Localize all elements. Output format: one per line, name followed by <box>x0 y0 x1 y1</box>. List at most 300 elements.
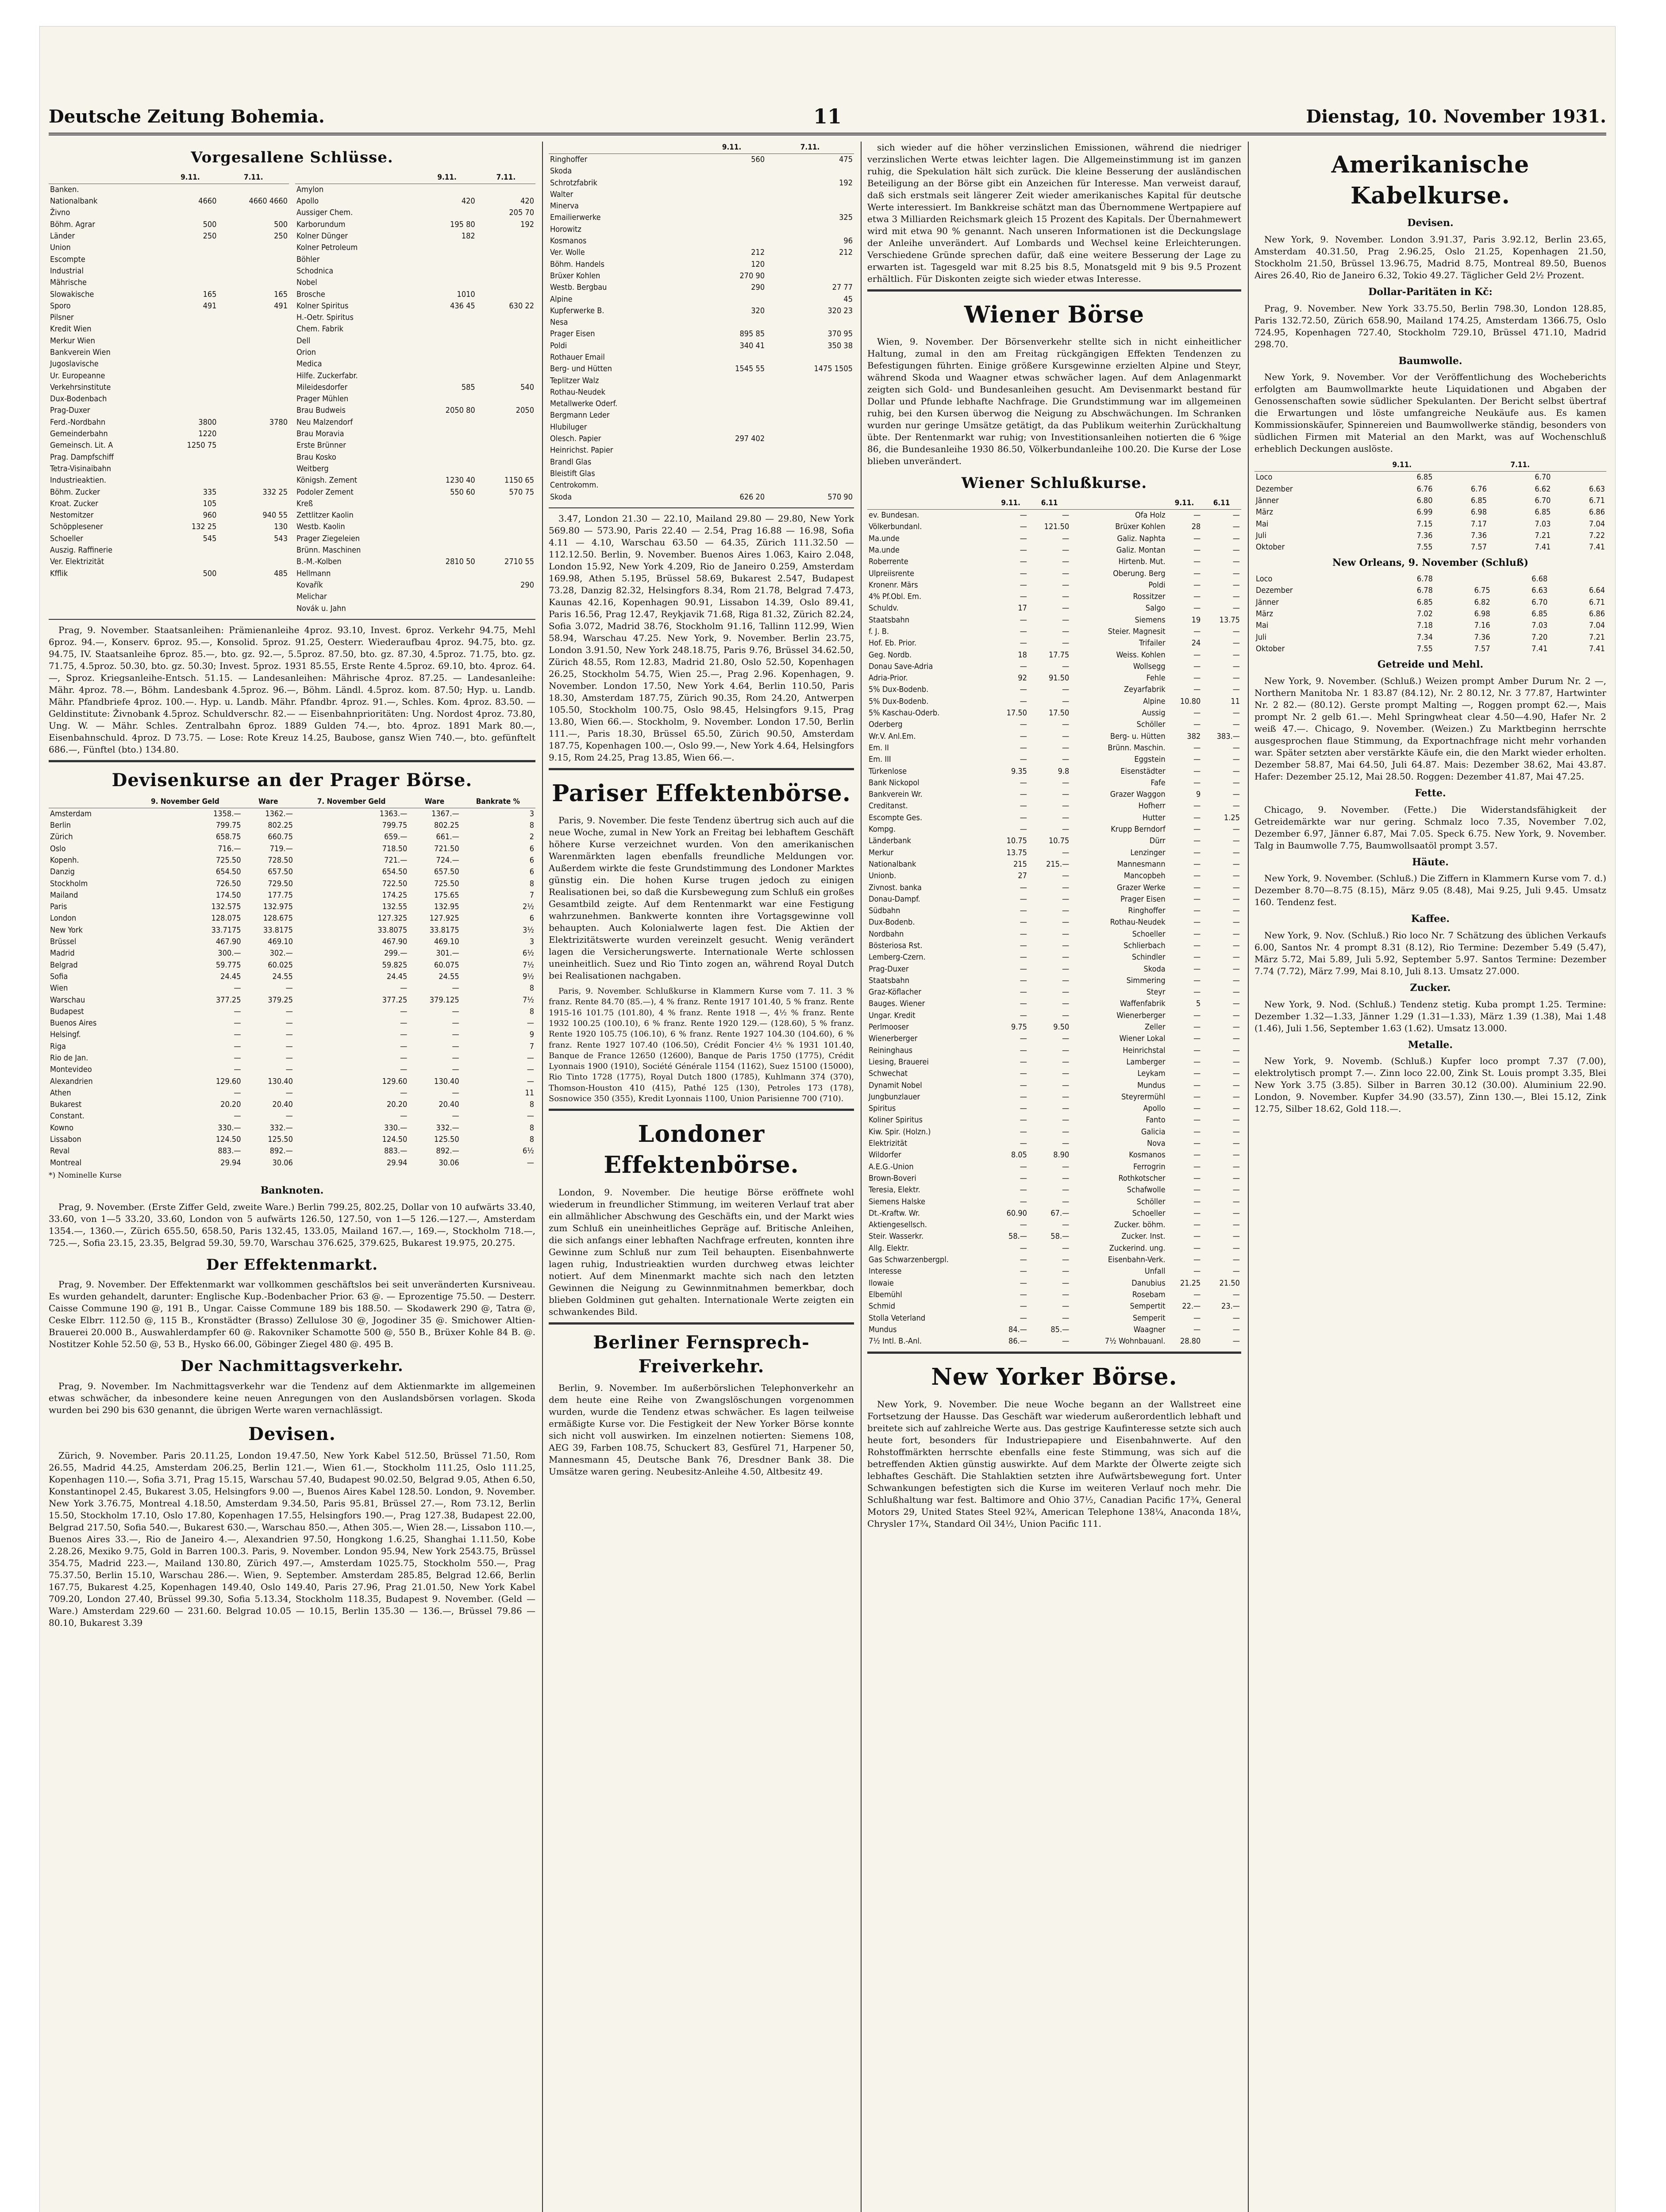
row-value: — <box>285 1088 293 1098</box>
quote-row <box>295 300 535 312</box>
row-label: Verkehrsinstitute <box>50 382 111 392</box>
row-label: London <box>50 914 77 923</box>
row-value: — <box>234 1088 241 1098</box>
row-value: 17.50 <box>1006 708 1027 718</box>
row-label: Aktiengesellsch. <box>869 1220 927 1230</box>
row-label: Kopenh. <box>50 855 79 865</box>
row-value: — <box>1062 755 1070 764</box>
row-label: Oslo <box>50 844 66 853</box>
row-value <box>162 184 218 196</box>
orleans-row <box>1254 585 1606 596</box>
column-header <box>1254 459 1370 471</box>
row-value: 127.925 <box>429 914 459 923</box>
wiener-row <box>867 835 1241 847</box>
row-value: — <box>1020 929 1027 939</box>
row-value: 10.75 <box>1006 836 1027 846</box>
row-value: Oberung. Berg <box>1113 568 1166 578</box>
quote-row <box>295 487 535 498</box>
row-value <box>697 212 766 223</box>
row-value: — <box>1193 975 1201 985</box>
row-value: 3 <box>529 809 534 818</box>
quote-row <box>295 417 535 428</box>
row-value <box>766 189 854 200</box>
row-value: — <box>1232 557 1240 567</box>
row-value: 630 22 <box>509 301 534 311</box>
row-value: 654.50 <box>215 867 241 877</box>
row-value <box>766 422 854 433</box>
row-value: Rossitzer <box>1133 592 1166 602</box>
column-header: 9.11. <box>1370 459 1434 471</box>
row-value: 85.— <box>1050 1325 1070 1334</box>
devisen-text: Zürich, 9. November. Paris 20.11.25, London 19.47.50, New York Kabel 512.50, Brüssel 71.50, Rom 26.55, Madrid 44.25, Amsterdam 206.25, Berlin 121.—, Wien 61.—, Stockholm 111.25, Oslo 111.25, Kopenhagen 110.—, Sofia 3.71, Prag 15.15, Warschau 57.40, Budapest 90.02.50, Belgrad 9.05, Athen 6.50, Konstantinopel 2.45, Bukarest 3.05, Helsingfors 9.00 —, Buenos Aires Kabel 128.50. London, 9. November. New York 3.76.75, Montreal 4.18.50, Amsterdam 9.34.50, Paris 95.81, Brüssel 27.—, Rom 73.12, Berlin 15.50, Stockholm 17.10, Oslo 17.80, Kopenhagen 17.55, Helsingfors 190.—, Prag 127.38, Budapest 22.00, Belgrad 217.50, Sofia 540.—, Bukarest 630.—, Warschau 850.—, Athen 305.—, Wien 28.—, Lissabon 110.—, Buenos Aires 33.—, Rio de Janeiro 4.—, Alexandrien 97.50, Hongkong 1.6.25, Shanghai 1.11.50, Kobe 2.28.26, Mexiko 9.75, Gold in Barren 100.3. Paris, 9. November. London 95.94, New York 2543.75, Brüssel 354.75, Madrid 223.—, Mailand 130.80, Zürich 497.—, Amsterdam 1025.75, Stockholm 550.—, Prag 75.37.50, Berlin 15.10, Warschau 286.—. Wien, 9. September. Amsterdam 285.85, Belgrad 12.66, Berlin 167.75, Bukarest 4.25, Kopenhagen 149.40, Oslo 149.40, Paris 27.96, Prag 21.01.50, New York Kabel 709.20, London 27.40, Brüssel 99.30, Sofia 5.13.34, Stockholm 118.35, Budapest 9. November. (Geld — Ware.) Amsterdam 229.60 — 231.60. Belgrad 10.05 — 10.15, Berlin 135.30 — 136.—, Brüssel 79.86 — 80.10, Bukarest 3.39 <box>49 1450 535 1628</box>
wiener-row <box>867 1266 1241 1277</box>
row-value <box>477 335 535 347</box>
row-value <box>417 417 476 428</box>
row-label: Nationalbank <box>50 196 98 206</box>
row-label: Oderberg <box>869 720 903 730</box>
row-label: 5% Kaschau-Oderb. <box>869 708 940 718</box>
row-value: — <box>400 1041 408 1051</box>
devisen-continued-text: 3.47, London 21.30 — 22.10, Mailand 29.80 — 29.80, New York 569.80 — 573.90, Paris 22.40 — 2.54, Prag 16.88 — 16.98, Sofia 4.11 — 4.10, Warschau 63.50 — 64.35, Zürich 111.32.50 — 112.12.50. Berlin, 9. November. Buenos Aires 1.063, Kairo 2.048, London 15.92, New York 4.209, Rio de Janeiro 0.259, Amsterdam 169.98, Athen 5.195, Brüssel 58.69, Bukarest 2.547, Budapest 73.28, Danzig 82.32, Helsingfors 8.34, Rom 21.78, Belgrad 7.473, Kaunas 42.16, Kopenhagen 90.91, Lissabon 14.39, Oslo 89.41, Paris 16.56, Prag 12.47, Reykjavik 71.68, Riga 81.32, Zürich 82.24, Sofia 3.072, Madrid 38.76, Stockholm 91.16, Tallinn 112.99, Wien 58.94, Warschau 47.25. New York, 9. November. Berlin 23.75, London 3.91.50, New York 248.18.75, Paris 9.76, Brüssel 34.62.50, Zürich 48.55, Rom 12.83, Madrid 21.80, Oslo 52.50, Kopenhagen 26.25, Stockholm 54.75, Wien 25.—, Prag 2.96. Kopenhagen, 9. November. London 17.50, New York 4.64, Berlin 110.50, Paris 18.30, Amsterdam 187.75, Zürich 90.35, Rom 24.20, Antwerpen 105.50, Stockholm 100.75, Oslo 98.45, Helsingfors 9.15, Prag 13.80, Wien 66.—. Stockholm, 9. November. London 17.50, Berlin 111.—, Paris 18.30, Brüssel 65.50, Zürich 90.50, Amsterdam 187.75, Kopenhagen 100.—, Oslo 99.—, New York 4.64, Helsingfors 9.15, Rom 24.25, Prag 13.85, Wien 66.—. <box>549 513 854 763</box>
column-header <box>1552 459 1606 471</box>
row-value: — <box>527 1065 534 1075</box>
row-value: — <box>1020 778 1027 787</box>
wiener-row <box>867 905 1241 917</box>
row-label: Jungbunzlauer <box>869 1092 920 1102</box>
row-label: Brau Budweis <box>296 406 346 415</box>
row-value: — <box>527 1158 534 1167</box>
row-value: — <box>1193 778 1201 787</box>
row-value: 560 <box>751 154 765 164</box>
row-value <box>697 445 766 456</box>
row-value: — <box>1020 883 1027 892</box>
row-value: 215 <box>1013 859 1027 869</box>
row-value: — <box>1193 848 1201 857</box>
row-value: 7.02 <box>1416 609 1433 619</box>
row-label: Nestomitzer <box>50 511 94 520</box>
row-label: New York <box>50 925 83 935</box>
row-value: — <box>1232 534 1240 543</box>
row-value: 60.90 <box>1006 1208 1027 1218</box>
quote-row <box>549 305 854 317</box>
row-label: Madrid <box>50 949 75 958</box>
row-value: 6.78 <box>1416 574 1433 584</box>
row-value: — <box>527 1111 534 1121</box>
devisen-row <box>49 1157 535 1169</box>
row-value: 6.64 <box>1589 586 1605 595</box>
row-value: 654.50 <box>382 867 408 877</box>
wiener-row <box>867 1149 1241 1161</box>
row-label: Unionb. <box>869 871 896 881</box>
row-value: 7.36 <box>1470 530 1487 540</box>
row-value: 729.50 <box>268 879 293 888</box>
row-value <box>766 224 854 235</box>
row-value <box>218 428 289 440</box>
row-value <box>477 452 535 463</box>
row-value: — <box>1020 557 1027 567</box>
devisen-row <box>49 1076 535 1087</box>
row-label: Hlubiluger <box>550 422 587 432</box>
row-value: — <box>1020 661 1027 671</box>
row-value: — <box>1062 1290 1070 1299</box>
row-value: 332.— <box>436 1123 459 1133</box>
column-header: Ware <box>242 796 294 808</box>
row-value <box>697 294 766 305</box>
wiener-row <box>867 800 1241 812</box>
row-label: Poldi <box>550 341 567 350</box>
row-label: Montreal <box>50 1158 82 1167</box>
row-value: Schindler <box>1132 952 1166 962</box>
row-value: 105 <box>203 499 217 508</box>
row-value <box>162 358 218 370</box>
wiener-row <box>867 1173 1241 1184</box>
row-label: Escompte <box>50 254 85 264</box>
row-label: Mileidesdorfer <box>296 382 348 392</box>
row-value <box>417 184 476 196</box>
row-value: 6 <box>529 855 534 865</box>
wiener-row <box>867 568 1241 580</box>
wiener-row <box>867 580 1241 591</box>
quote-row <box>549 235 854 247</box>
row-value: 177.75 <box>268 890 293 900</box>
row-value: Brünn. Maschin. <box>1108 743 1166 753</box>
row-value: 550 60 <box>450 487 475 497</box>
row-value: 212 <box>751 248 765 257</box>
row-value: Hofherr <box>1138 801 1166 811</box>
row-value: Schoeller <box>1132 929 1166 939</box>
quote-row <box>49 382 289 393</box>
row-value: — <box>1232 999 1240 1009</box>
devisen-row <box>49 1134 535 1145</box>
devisen-row <box>49 1041 535 1052</box>
banknoten-text: Prag, 9. November. (Erste Ziffer Geld, zweite Ware.) Berlin 799.25, 802.25, Dollar von 10 aufwärts 33.40, 33.60, von 1—5 33.20, 33.60, London von 5 aufwärts 126.50, 127.50, von 1—5 126.—127.—, Amsterdam 1354.—, 1360.—, Zürich 655.50, 658.50, Paris 132.45, 133.05, Mailand 167.—, 169.—, Stockholm 718.—, 725.—, Sofia 23.15, 23.35, Belgrad 59.30, 59.70, Warschau 376.625, 379.625, Bukarest 19.975, 20.275. <box>49 1201 535 1248</box>
row-value <box>766 468 854 480</box>
baumwolle-table <box>1254 459 1606 553</box>
row-value: 20.40 <box>272 1100 293 1110</box>
row-label: Brüxer Kohlen <box>550 271 600 280</box>
row-value: Rothau-Neudek <box>1110 918 1166 927</box>
row-value: — <box>1193 1208 1201 1218</box>
row-label: Staatsbahn <box>869 615 909 625</box>
row-label: Nationalbank <box>869 859 916 869</box>
row-value: — <box>1062 1162 1070 1171</box>
row-value <box>697 410 766 421</box>
baumwolle-row <box>1254 530 1606 541</box>
row-label: Alexandrien <box>50 1076 93 1086</box>
row-value: 320 23 <box>827 306 853 315</box>
zucker-subhead: Zucker. <box>1410 982 1451 994</box>
row-value <box>162 277 218 288</box>
row-value: — <box>1020 1080 1027 1090</box>
row-value <box>477 277 535 288</box>
row-value: — <box>1020 1034 1027 1044</box>
column-header: 6.11 <box>1202 497 1241 509</box>
row-value: — <box>1020 790 1027 799</box>
orleans-row <box>1254 632 1606 643</box>
row-value: — <box>1232 848 1240 857</box>
row-value: — <box>1062 743 1070 753</box>
row-value <box>218 265 289 277</box>
row-value: Galiz. Montan <box>1116 545 1166 555</box>
row-value: — <box>1232 755 1240 764</box>
row-value <box>697 422 766 433</box>
row-value: 10.75 <box>1048 836 1070 846</box>
row-value: — <box>1020 685 1027 695</box>
row-value: — <box>1062 871 1070 881</box>
row-value: 330.— <box>218 1123 241 1133</box>
row-value: 24.45 <box>386 972 408 981</box>
row-value: 165 <box>203 289 217 299</box>
row-value: — <box>1062 731 1070 741</box>
section-title-pariser: Pariser Effektenbörse. <box>552 780 851 807</box>
schluesse-table-right: 9.11. 7.11. Ringhoffer 560 475 Skoda Schrotzfabrik 192 Walter Minerva Emailierwerke 325 Horowitz Kosmanos 96 Ver. Wolle 212 212 Böhm. Handels 120 Brüxer Kohlen 270 90 Westb. Bergbau 290 27 77 Alpine 45 Kupferwerke B. 320 320 23 Nesa Prager Eisen 895 85 370 95 Poldi 340 41 350 38 Rothauer Email Berg- und Hütten 1545 55 1475 1505 Teplitzer Walz Rothau-Neudek Metallwerke Oderf. Bergmann Leder Hlubiluger Olesch. Papier 297 402 Heinrichst. Papier Brandl Glas Bleistift Glas Centrokomm. Skoda 626 20 570 90 <box>549 142 854 503</box>
row-value: 290 <box>520 580 534 590</box>
wiener-row <box>867 1138 1241 1149</box>
row-value: 660.75 <box>268 832 293 842</box>
row-value: — <box>1020 545 1027 555</box>
ny-devisen-text: New York, 9. November. London 3.91.37, Paris 3.92.12, Berlin 23.65, Amsterdam 40.31.50, Prag 2.96.25, Oslo 21.25, Kopenhagen 21.50, Stockholm 21.50, Brüssel 13.96.75, Madrid 8.75, Montreal 89.50, Buenos Aires 26.40, Rio de Janeiro 6.32, Tokio 49.27. Täglicher Geld 2½ Prozent. <box>1254 234 1606 281</box>
row-value: 1.25 <box>1224 813 1240 822</box>
row-value: 1367.— <box>431 809 459 818</box>
row-label: Slowakische <box>50 289 94 299</box>
row-value: — <box>1020 918 1027 927</box>
row-label: Stockholm <box>50 879 88 888</box>
row-value <box>477 533 535 545</box>
row-label: Danzig <box>50 867 75 877</box>
row-value: — <box>1062 975 1070 985</box>
row-label: Kosmanos <box>550 236 587 246</box>
row-value <box>162 254 218 265</box>
column-header <box>1434 459 1489 471</box>
row-value: Fehle <box>1146 673 1166 683</box>
row-label: Budapest <box>50 1006 84 1016</box>
quote-row <box>49 393 289 405</box>
row-value: — <box>1193 1104 1201 1114</box>
row-value: Trifailer <box>1139 638 1166 648</box>
row-value: — <box>1193 964 1201 974</box>
row-value: 11 <box>1231 696 1240 706</box>
row-value: Mundus <box>1137 1080 1166 1090</box>
row-value: — <box>1193 1313 1201 1323</box>
quote-row <box>295 207 535 219</box>
row-value: — <box>1020 592 1027 602</box>
quote-row <box>549 352 854 363</box>
row-value <box>477 428 535 440</box>
row-value <box>218 347 289 358</box>
quote-row <box>295 568 535 580</box>
row-value: Berg- u. Hütten <box>1110 731 1166 741</box>
wiener-row <box>867 894 1241 905</box>
wiener-row <box>867 859 1241 870</box>
row-value: 570 90 <box>827 492 853 502</box>
row-value <box>766 398 854 410</box>
staatsanleihen-text: Prag, 9. November. Staatsanleihen: Prämienanleihe 4proz. 93.10, Invest. 6proz. Verkehr 94.75, Mehl 6proz. 94.—, Konserv. 6proz. 95.—, Konsolid. 5proz. 91.25, Oesterr. Wiederaufbau 4proz. 94.75, bto. gz. 94.75, IV. Staatsanleihe 6proz. 85.—, bto. gz. 92.—, 5.5proz. 87.50, bto. gz. 87.30, 4.5proz. 71.75, bto. gz. 71.75, 4.5proz. 50.30, bto. gz. 50.30; Invest. 5proz. 1931 85.55, Erste Rente 4.5proz. 69.10, bto. 4proz. 64.—, Sproz. Kriegsanleihe-Entsch. 51.15. — Landesanleihen: Mährische 4proz. 87.25. — Landesanleihe: Mähr. 4proz. 78.—, Böhm. Landesbank 4.5proz. 96.—, Böhm. Ländl. 4.5proz. kom. 87.50; Hyp. u. Landb. Mähr. Pfandbriefe 4proz. 100.—. Hyp. u. Landb. Mähr. Pfandbr. 4proz. 91.—, Schles. Kom. 4proz. 83.50. — Geldinstitute: Živnobank 4.5proz. Schuldverschr. 82.— — Eisenbahnprioritäten: Ung. Nordost 4proz. 73.80, Ung. W. — Mähr. Schles. Zentralbahn 6proz. 1889 Gulden 74.—, bto. 4proz. 1891 Mark 80.—, Eisenbahnschuld. 4proz. D 73.75. — Lose: Rote Kreuz 14.25, Baubose, gansz Wien 740.—, bto. gefünftelt 686.—, Fünftel (bto.) 134.80. <box>49 624 535 755</box>
wiener-row <box>867 533 1241 545</box>
row-value: Schöller <box>1136 720 1166 730</box>
wiener-row <box>867 672 1241 684</box>
row-value: — <box>1193 673 1201 683</box>
quote-row <box>549 247 854 258</box>
row-value: 7.41 <box>1531 644 1548 653</box>
wiener-row <box>867 684 1241 695</box>
row-value: Rosebam <box>1132 1290 1166 1299</box>
row-label: Juli <box>1256 632 1267 642</box>
row-value: 18 <box>1018 650 1027 660</box>
row-value <box>697 387 766 398</box>
row-value: 6.86 <box>1589 507 1605 517</box>
row-value: — <box>1232 1080 1240 1090</box>
section-title-amerikanische: Amerikanische Kabelkurse. <box>1331 151 1530 210</box>
row-value <box>417 510 476 521</box>
row-value: Hutter <box>1142 813 1166 822</box>
quote-row <box>49 289 289 300</box>
devisen-row <box>49 983 535 994</box>
schluesse-table-left: 9.11. 7.11. Banken. Nationalbank 4660 4660 4660 Živno Böhm. Agrar 500 500 Länder 250 250 Union Escompte Industrial Mährische Slowakische 165 165 Sporo 491 491 Pilsner Kredit Wien Merkur Wien Bankverein Wien Jugoslavische Ur. Europeanne Verkehrsinstitute Dux-Bodenbach Prag-Duxer Ferd.-Nordbahn 3800 3780 Gemeinderbahn 1220 Gemeinsch. Lit. A 1250 75 Prag. Dampfschiff Tetra-Visinaibahn Industrieaktien. Böhm. Zucker 335 332 25 Kroat. Zucker 105 Nestomitzer 960 940 55 Schöpplesener 132 25 130 Schoeller 545 543 Auszig. Raffinerie Ver. Elektrizität Kfflik 500 485 <box>49 172 289 580</box>
row-value: 59.825 <box>382 960 408 970</box>
row-value <box>697 317 766 328</box>
row-label: Kowno <box>50 1123 74 1133</box>
row-value: 24 <box>1191 638 1201 648</box>
row-label: Dezember <box>1256 484 1293 494</box>
row-value: Schöller <box>1136 1197 1166 1206</box>
row-value: — <box>1232 790 1240 799</box>
row-value <box>766 457 854 468</box>
row-value: 467.90 <box>215 937 241 947</box>
row-value <box>162 312 218 323</box>
row-label: Apollo <box>296 196 319 206</box>
row-value: — <box>1193 1139 1201 1148</box>
row-value: 500 <box>203 568 217 578</box>
wiener-row <box>867 1301 1241 1312</box>
row-value: 585 <box>461 382 475 392</box>
row-label: Amylon <box>296 184 324 194</box>
row-value: — <box>1193 755 1201 764</box>
row-value: 725.50 <box>215 855 241 865</box>
row-value: 7.36 <box>1474 632 1490 642</box>
row-value: 8 <box>529 1006 534 1016</box>
row-value: 192 <box>839 178 853 188</box>
row-value: 132 25 <box>191 522 217 532</box>
row-label: Heinrichst. Papier <box>550 445 613 455</box>
column-4 <box>1254 142 1606 2212</box>
row-value: 6.68 <box>1531 574 1548 584</box>
quote-row <box>295 452 535 463</box>
row-value: 7.57 <box>1470 542 1487 552</box>
row-value <box>477 358 535 370</box>
wiener-row <box>867 929 1241 940</box>
row-value: — <box>1193 894 1201 904</box>
quote-row <box>49 242 289 253</box>
row-value: — <box>1020 1045 1027 1055</box>
row-value: — <box>1193 1034 1201 1044</box>
row-label: März <box>1256 609 1274 619</box>
row-label: Böhm. Zucker <box>50 487 100 497</box>
quote-row <box>549 212 854 223</box>
baumwolle-row <box>1254 518 1606 530</box>
row-value: Unfall <box>1144 1267 1166 1276</box>
row-label: Steir. Wasserkr. <box>869 1232 924 1241</box>
row-value: 6.85 <box>1535 507 1551 517</box>
row-label: B.-M.-Kolben <box>296 557 342 567</box>
row-value: — <box>1193 825 1201 834</box>
wiener-row <box>867 847 1241 859</box>
devisen-row <box>49 1122 535 1134</box>
row-value: 469.10 <box>268 937 293 947</box>
quote-row <box>295 323 535 335</box>
row-value: 2050 80 <box>445 406 475 415</box>
row-value: — <box>1193 534 1201 543</box>
row-value: 5 <box>1196 999 1201 1009</box>
row-value: 17.50 <box>1048 708 1070 718</box>
row-value: — <box>1062 952 1070 962</box>
row-value: — <box>1232 720 1240 730</box>
row-value <box>477 498 535 510</box>
row-label: Kolner Petroleum <box>296 243 358 253</box>
row-value: — <box>1062 1127 1070 1137</box>
devisen-row <box>49 948 535 959</box>
row-value: Simmering <box>1126 975 1166 985</box>
row-value: 11 <box>525 1088 534 1098</box>
row-value <box>218 393 289 405</box>
row-value: — <box>400 1111 408 1121</box>
row-value: Skoda <box>1143 964 1166 974</box>
row-value: 27 77 <box>832 283 853 292</box>
row-value: — <box>1193 545 1201 555</box>
quote-row <box>295 219 535 230</box>
quote-row <box>49 510 289 521</box>
row-label: Mai <box>1256 621 1269 630</box>
row-value: — <box>1062 696 1070 706</box>
section-title-wiener-schluss: Wiener Schlußkurse. <box>961 474 1147 492</box>
row-value: 377.25 <box>382 995 408 1005</box>
effektenmarkt-text: Prag, 9. November. Der Effektenmarkt war vollkommen geschäftslos bei seit unveränderten Kursniveau. Es wurden gehandelt, darunter: Englische Kup.-Bodenbacher Prior. 63 @. — Eprozentige 75.50. — Desterr. Caisse Commune 190 @, 191 B., Ungar. Caisse Commune 189 bis 188.50. — Skodawerk 290 @, Tatra @, Ceske Elbrr. 112.50 @, 115 B., Kronstädter (Brasso) Zellulose 30 @, Jogodiner 35 @. Smichower Altien-Brauerei 20.000 B., Auswahlerdampfer 60 @. Rakovniker Schamotte 500 @, 550 B., Brüxer Kohle 84 B. @. Nostitzer Kohle 52.50 @, 53 B., Hysko 66.00, Göbinger Ziegel 480 @. 495 B. <box>49 1279 535 1350</box>
devisen-row <box>49 1064 535 1075</box>
row-value <box>218 405 289 416</box>
row-value <box>1434 573 1492 585</box>
row-value: — <box>400 1065 408 1075</box>
row-value: — <box>1193 1057 1201 1067</box>
row-value <box>697 398 766 410</box>
wiener-row <box>867 742 1241 754</box>
row-value: — <box>1232 825 1240 834</box>
row-value: 20.20 <box>386 1100 408 1110</box>
row-value: — <box>1232 766 1240 776</box>
quote-row <box>549 282 854 293</box>
row-label: Zettlitzer Kaolin <box>296 511 354 520</box>
row-label: Graz-Köflacher <box>869 987 922 997</box>
row-value: 9.75 <box>1011 1022 1027 1032</box>
row-value: — <box>1193 813 1201 822</box>
row-value: 6.85 <box>1416 472 1433 482</box>
row-value: — <box>1232 743 1240 753</box>
row-label: Prag. Dampfschiff <box>50 452 114 462</box>
row-label: Montevideo <box>50 1065 92 1075</box>
row-value: — <box>1020 1139 1027 1148</box>
row-label: Weitberg <box>296 464 329 473</box>
quote-row <box>549 398 854 410</box>
row-value: 7.04 <box>1589 519 1605 529</box>
row-value <box>697 177 766 189</box>
row-label: Kovařík <box>296 580 323 590</box>
row-value: Danubius <box>1131 1278 1166 1288</box>
row-value: — <box>1020 1010 1027 1020</box>
row-value: 467.90 <box>382 937 408 947</box>
quote-row <box>49 323 289 335</box>
wiener-row <box>867 521 1241 533</box>
row-value: 469.10 <box>434 937 459 947</box>
row-value: 92 <box>1018 673 1027 683</box>
column-header: 9.11. <box>993 497 1028 509</box>
